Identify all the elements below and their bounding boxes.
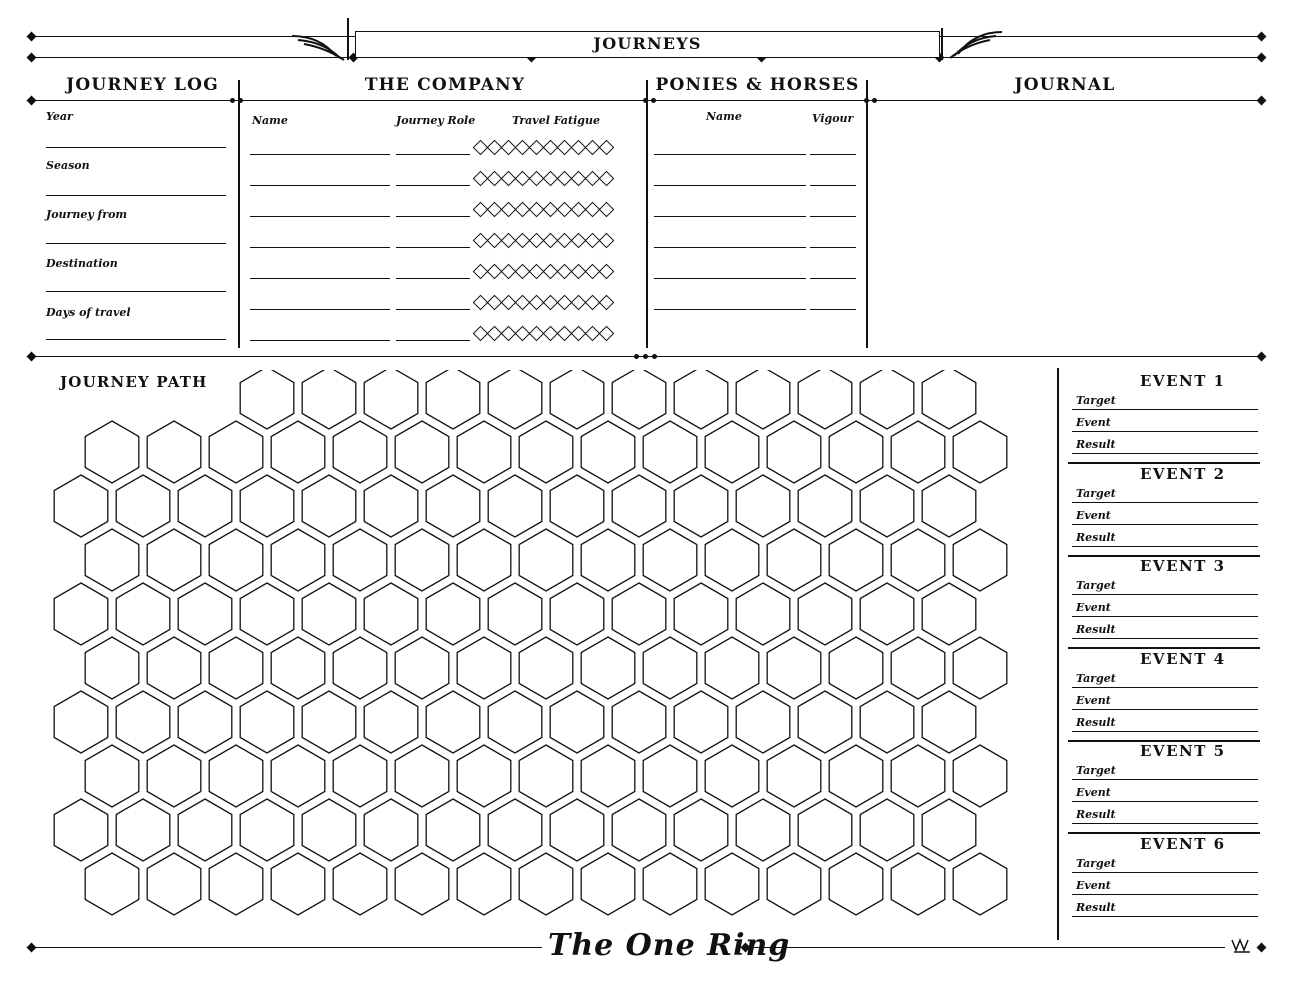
- journal-title: JOURNAL: [1014, 75, 1116, 95]
- fatigue-track: [474, 171, 613, 186]
- hex-cell[interactable]: [860, 370, 914, 429]
- hex-cell[interactable]: [457, 421, 511, 483]
- hex-cell[interactable]: [891, 421, 945, 483]
- hex-cell[interactable]: [364, 370, 418, 429]
- fatigue-box[interactable]: [599, 264, 615, 280]
- hex-cell[interactable]: [612, 370, 666, 429]
- hex-cell[interactable]: [85, 853, 139, 915]
- hex-cell[interactable]: [953, 421, 1007, 483]
- company-name-line[interactable]: [250, 278, 390, 279]
- pony-name-line[interactable]: [654, 216, 806, 217]
- hex-cell[interactable]: [364, 799, 418, 861]
- event-field-label: Target: [1076, 856, 1116, 870]
- fatigue-box[interactable]: [599, 171, 615, 187]
- hex-cell[interactable]: [302, 475, 356, 537]
- hex-cell[interactable]: [54, 691, 108, 753]
- event-field-label: Event: [1076, 416, 1111, 429]
- hex-cell[interactable]: [550, 475, 604, 537]
- hex-cell[interactable]: [798, 691, 852, 753]
- hex-cell[interactable]: [736, 370, 790, 429]
- hex-cell[interactable]: [426, 370, 480, 429]
- hex-cell[interactable]: [333, 853, 387, 915]
- hex-cell[interactable]: [54, 475, 108, 537]
- hex-cell[interactable]: [271, 529, 325, 591]
- hex-cell[interactable]: [860, 583, 914, 645]
- ornament-dot: [872, 98, 877, 103]
- hex-cell[interactable]: [147, 853, 201, 915]
- hex-cell[interactable]: [178, 691, 232, 753]
- pony-name-line[interactable]: [654, 278, 806, 279]
- hex-cell[interactable]: [488, 370, 542, 429]
- hex-cell[interactable]: [674, 799, 728, 861]
- journey-log-field-label: Days of travel: [46, 306, 131, 319]
- hex-cell[interactable]: [767, 637, 821, 699]
- event-field-line[interactable]: [1072, 638, 1258, 639]
- hex-cell[interactable]: [705, 421, 759, 483]
- fatigue-box[interactable]: [599, 202, 615, 218]
- flourish-left-icon: [290, 16, 356, 62]
- hex-cell[interactable]: [147, 529, 201, 591]
- hex-cell[interactable]: [550, 583, 604, 645]
- hex-cell[interactable]: [302, 583, 356, 645]
- hex-cell[interactable]: [395, 529, 449, 591]
- event-field-label: Result: [1076, 623, 1116, 636]
- journey-log-field-line[interactable]: [46, 147, 226, 148]
- event-field-line[interactable]: [1072, 687, 1258, 688]
- hex-cell[interactable]: [209, 637, 263, 699]
- event-field-label: Target: [1076, 394, 1116, 407]
- fatigue-track: [474, 326, 613, 341]
- hex-cell[interactable]: [271, 421, 325, 483]
- hex-cell[interactable]: [612, 475, 666, 537]
- hex-cell[interactable]: [581, 421, 635, 483]
- event-field-line[interactable]: [1072, 801, 1258, 802]
- event-field-label: Target: [1076, 579, 1116, 592]
- hex-cell[interactable]: [426, 691, 480, 753]
- hex-cell[interactable]: [488, 691, 542, 753]
- hex-cell[interactable]: [271, 745, 325, 807]
- company-role-line[interactable]: [396, 278, 470, 279]
- hex-cell[interactable]: [798, 799, 852, 861]
- hex-cell[interactable]: [643, 637, 697, 699]
- fatigue-track: [474, 295, 613, 310]
- hex-cell[interactable]: [736, 475, 790, 537]
- hex-cell[interactable]: [302, 691, 356, 753]
- hex-cell[interactable]: [674, 475, 728, 537]
- company-col-fatigue: Travel Fatigue: [512, 114, 600, 127]
- event-field-line[interactable]: [1072, 872, 1258, 873]
- company-col-role: Journey Role: [396, 114, 476, 127]
- pony-vigour-line[interactable]: [810, 154, 856, 155]
- hex-cell[interactable]: [891, 853, 945, 915]
- company-title: THE COMPANY: [364, 75, 526, 95]
- event-title: EVENT 6: [1140, 834, 1226, 853]
- hex-cell[interactable]: [581, 637, 635, 699]
- pony-vigour-line[interactable]: [810, 216, 856, 217]
- company-role-line[interactable]: [396, 154, 470, 155]
- hex-cell[interactable]: [333, 421, 387, 483]
- fatigue-track: [474, 264, 613, 279]
- maker-mark-icon: [1230, 936, 1254, 956]
- hex-cell[interactable]: [612, 799, 666, 861]
- hex-cell[interactable]: [116, 799, 170, 861]
- pony-name-line[interactable]: [654, 247, 806, 248]
- fatigue-box[interactable]: [599, 140, 615, 156]
- hex-cell[interactable]: [395, 421, 449, 483]
- hex-cell[interactable]: [736, 583, 790, 645]
- hex-cell[interactable]: [147, 745, 201, 807]
- journey-log-field-line[interactable]: [46, 195, 226, 196]
- event-field-line[interactable]: [1072, 916, 1258, 917]
- event-field-label: Event: [1076, 786, 1111, 799]
- ornament-diamond: [1257, 943, 1267, 953]
- hex-cell[interactable]: [922, 583, 976, 645]
- company-name-line[interactable]: [250, 154, 390, 155]
- hex-cell[interactable]: [829, 637, 883, 699]
- hex-cell[interactable]: [643, 853, 697, 915]
- hex-cell[interactable]: [426, 583, 480, 645]
- hex-cell[interactable]: [240, 370, 294, 429]
- company-role-line[interactable]: [396, 247, 470, 248]
- journey-log-field-label: Destination: [46, 257, 118, 270]
- pony-name-line[interactable]: [654, 309, 806, 310]
- hex-cell[interactable]: [705, 529, 759, 591]
- hex-cell[interactable]: [550, 799, 604, 861]
- journey-log-field-line[interactable]: [46, 243, 226, 244]
- footer-rule-left: [30, 947, 542, 948]
- hex-cell[interactable]: [240, 799, 294, 861]
- hex-cell[interactable]: [333, 637, 387, 699]
- event-field-line[interactable]: [1072, 894, 1258, 895]
- ornament-diamond: [1257, 53, 1267, 63]
- event-field-line[interactable]: [1072, 524, 1258, 525]
- hex-cell[interactable]: [364, 691, 418, 753]
- event-title: EVENT 1: [1140, 372, 1226, 390]
- ornament-dot: [634, 354, 639, 359]
- hex-cell[interactable]: [829, 529, 883, 591]
- hex-cell[interactable]: [426, 799, 480, 861]
- flourish-right-icon: [938, 26, 1004, 62]
- hex-cell[interactable]: [581, 745, 635, 807]
- hex-cell[interactable]: [395, 637, 449, 699]
- hex-cell[interactable]: [829, 745, 883, 807]
- event-field-line[interactable]: [1072, 409, 1258, 410]
- events-divider: [1057, 368, 1059, 940]
- journey-log-field-label: Season: [46, 159, 90, 172]
- ponies-col-vigour: Vigour: [812, 112, 854, 125]
- hex-cell[interactable]: [581, 853, 635, 915]
- hex-cell[interactable]: [488, 583, 542, 645]
- pony-vigour-line[interactable]: [810, 185, 856, 186]
- event-field-label: Result: [1076, 530, 1116, 544]
- footer-logo: The One Ring: [548, 928, 791, 963]
- event-field-line[interactable]: [1072, 502, 1258, 503]
- journey-log-field-label: Year: [46, 110, 73, 123]
- footer-rule-right: [740, 947, 1225, 948]
- hex-cell[interactable]: [798, 583, 852, 645]
- event-field-line[interactable]: [1072, 823, 1258, 824]
- event-field-line[interactable]: [1072, 709, 1258, 710]
- company-role-line[interactable]: [396, 309, 470, 310]
- ornament-diamond: [1257, 32, 1267, 42]
- company-name-line[interactable]: [250, 216, 390, 217]
- hex-cell[interactable]: [736, 691, 790, 753]
- company-role-line[interactable]: [396, 216, 470, 217]
- hex-cell[interactable]: [922, 370, 976, 429]
- ornament-diamond: [1257, 96, 1267, 106]
- column-divider: [238, 80, 240, 348]
- hex-cell[interactable]: [147, 421, 201, 483]
- ornament-dot: [230, 98, 235, 103]
- hex-cell[interactable]: [209, 853, 263, 915]
- hex-cell[interactable]: [736, 799, 790, 861]
- pony-vigour-line[interactable]: [810, 278, 856, 279]
- ornament-diamond: [1257, 352, 1267, 362]
- header-title: JOURNEYS: [593, 34, 702, 53]
- journey-log-title: JOURNEY LOG: [66, 75, 219, 95]
- hex-map[interactable]: [40, 370, 1045, 945]
- hex-cell[interactable]: [519, 529, 573, 591]
- hex-cell[interactable]: [612, 691, 666, 753]
- hex-cell[interactable]: [395, 745, 449, 807]
- hex-cell[interactable]: [705, 745, 759, 807]
- fatigue-track: [474, 202, 613, 217]
- event-field-line[interactable]: [1072, 616, 1258, 617]
- company-name-line[interactable]: [250, 185, 390, 186]
- event-field-label: Result: [1076, 715, 1116, 729]
- event-field-label: Target: [1076, 671, 1116, 685]
- hex-cell[interactable]: [333, 529, 387, 591]
- company-name-line[interactable]: [250, 247, 390, 248]
- hex-cell[interactable]: [705, 637, 759, 699]
- hex-cell[interactable]: [54, 799, 108, 861]
- hex-cell[interactable]: [829, 421, 883, 483]
- hex-cell[interactable]: [116, 583, 170, 645]
- ponies-title: PONIES & HORSES: [655, 75, 860, 95]
- hex-cell[interactable]: [767, 853, 821, 915]
- hex-cell[interactable]: [643, 529, 697, 591]
- hex-cell[interactable]: [798, 475, 852, 537]
- hex-cell[interactable]: [519, 853, 573, 915]
- ponies-col-name: Name: [706, 110, 742, 123]
- hex-cell[interactable]: [860, 799, 914, 861]
- company-role-line[interactable]: [396, 340, 470, 341]
- hex-cell[interactable]: [240, 475, 294, 537]
- ornament-diamond: [27, 96, 37, 106]
- hex-cell[interactable]: [54, 583, 108, 645]
- pony-vigour-line[interactable]: [810, 247, 856, 248]
- hex-cell[interactable]: [674, 691, 728, 753]
- journey-log-field-label: Journey from: [46, 208, 128, 221]
- hex-cell[interactable]: [488, 475, 542, 537]
- event-field-label: Event: [1076, 508, 1111, 522]
- hex-cell[interactable]: [178, 583, 232, 645]
- ornament-dot: [651, 98, 656, 103]
- ornament-diamond: [27, 943, 37, 953]
- hex-cell[interactable]: [643, 745, 697, 807]
- event-title: EVENT 2: [1140, 464, 1226, 483]
- journey-path-title: JOURNEY PATH: [60, 373, 208, 391]
- hex-cell[interactable]: [364, 475, 418, 537]
- hex-cell[interactable]: [519, 421, 573, 483]
- event-field-label: Result: [1076, 900, 1116, 914]
- hex-cell[interactable]: [333, 745, 387, 807]
- hex-cell[interactable]: [612, 583, 666, 645]
- hex-cell[interactable]: [767, 745, 821, 807]
- hex-cell[interactable]: [643, 421, 697, 483]
- fatigue-box[interactable]: [599, 295, 615, 311]
- company-role-line[interactable]: [396, 185, 470, 186]
- hex-cell[interactable]: [457, 529, 511, 591]
- hex-cell[interactable]: [85, 637, 139, 699]
- hex-cell[interactable]: [953, 745, 1007, 807]
- company-name-line[interactable]: [250, 309, 390, 310]
- journey-log-field-line[interactable]: [46, 291, 226, 292]
- event-field-label: Event: [1076, 693, 1111, 707]
- hex-cell[interactable]: [209, 745, 263, 807]
- hex-cell[interactable]: [116, 691, 170, 753]
- hex-cell[interactable]: [271, 637, 325, 699]
- event-title: EVENT 3: [1140, 557, 1226, 575]
- hex-cell[interactable]: [922, 691, 976, 753]
- column-divider: [646, 80, 648, 348]
- hex-cell[interactable]: [674, 583, 728, 645]
- hex-cell[interactable]: [767, 529, 821, 591]
- hex-cell[interactable]: [302, 370, 356, 429]
- ornament-diamond: [27, 352, 37, 362]
- hex-cell[interactable]: [829, 853, 883, 915]
- hex-cell[interactable]: [581, 529, 635, 591]
- hex-cell[interactable]: [891, 529, 945, 591]
- hex-cell[interactable]: [240, 691, 294, 753]
- hex-cell[interactable]: [519, 745, 573, 807]
- event-field-label: Target: [1076, 764, 1116, 777]
- hex-cell[interactable]: [209, 421, 263, 483]
- hex-cell[interactable]: [767, 421, 821, 483]
- hex-cell[interactable]: [519, 637, 573, 699]
- hex-cell[interactable]: [922, 799, 976, 861]
- journey-log-field-line[interactable]: [46, 339, 226, 340]
- hex-cell[interactable]: [85, 529, 139, 591]
- column-divider: [866, 80, 868, 348]
- hex-cell[interactable]: [178, 799, 232, 861]
- ornament-diamond: [27, 32, 37, 42]
- ornament-dot: [643, 354, 648, 359]
- hex-cell[interactable]: [550, 370, 604, 429]
- hex-cell[interactable]: [953, 853, 1007, 915]
- hex-cell[interactable]: [209, 529, 263, 591]
- pony-name-line[interactable]: [654, 154, 806, 155]
- hex-cell[interactable]: [147, 637, 201, 699]
- hex-cell[interactable]: [488, 799, 542, 861]
- hex-cell[interactable]: [240, 583, 294, 645]
- hex-cell[interactable]: [364, 583, 418, 645]
- hex-cell[interactable]: [457, 853, 511, 915]
- event-title: EVENT 5: [1140, 742, 1226, 760]
- hex-cell[interactable]: [953, 637, 1007, 699]
- hex-cell[interactable]: [674, 370, 728, 429]
- company-col-name: Name: [252, 114, 288, 127]
- event-field-label: Result: [1076, 808, 1116, 821]
- ornament-diamond: [27, 53, 37, 63]
- pony-vigour-line[interactable]: [810, 309, 856, 310]
- hex-cell[interactable]: [922, 475, 976, 537]
- hex-cell[interactable]: [891, 745, 945, 807]
- hex-cell[interactable]: [860, 691, 914, 753]
- fatigue-track: [474, 140, 613, 155]
- hex-cell[interactable]: [395, 853, 449, 915]
- company-name-line[interactable]: [250, 340, 390, 341]
- event-field-line[interactable]: [1072, 546, 1258, 547]
- hex-cell[interactable]: [302, 799, 356, 861]
- hex-cell[interactable]: [457, 745, 511, 807]
- hex-cell[interactable]: [550, 691, 604, 753]
- hex-cell[interactable]: [860, 475, 914, 537]
- event-field-line[interactable]: [1072, 594, 1258, 595]
- event-field-line[interactable]: [1072, 731, 1258, 732]
- hex-cell[interactable]: [271, 853, 325, 915]
- hex-cell[interactable]: [116, 475, 170, 537]
- fatigue-box[interactable]: [599, 326, 615, 342]
- hex-cell[interactable]: [891, 637, 945, 699]
- hex-cell[interactable]: [798, 370, 852, 429]
- fatigue-track: [474, 233, 613, 248]
- ornament-dot: [652, 354, 657, 359]
- event-field-line[interactable]: [1072, 453, 1258, 454]
- hex-cell[interactable]: [178, 475, 232, 537]
- event-field-label: Target: [1076, 486, 1116, 500]
- fatigue-box[interactable]: [599, 233, 615, 249]
- hex-cell[interactable]: [85, 745, 139, 807]
- hex-cell[interactable]: [85, 421, 139, 483]
- event-field-line[interactable]: [1072, 779, 1258, 780]
- event-field-line[interactable]: [1072, 431, 1258, 432]
- event-title: EVENT 4: [1140, 649, 1226, 668]
- hex-cell[interactable]: [953, 529, 1007, 591]
- hex-cell[interactable]: [426, 475, 480, 537]
- event-field-label: Result: [1076, 438, 1116, 451]
- hex-cell[interactable]: [705, 853, 759, 915]
- pony-name-line[interactable]: [654, 185, 806, 186]
- event-field-label: Event: [1076, 878, 1111, 892]
- event-field-label: Event: [1076, 601, 1111, 614]
- hex-cell[interactable]: [457, 637, 511, 699]
